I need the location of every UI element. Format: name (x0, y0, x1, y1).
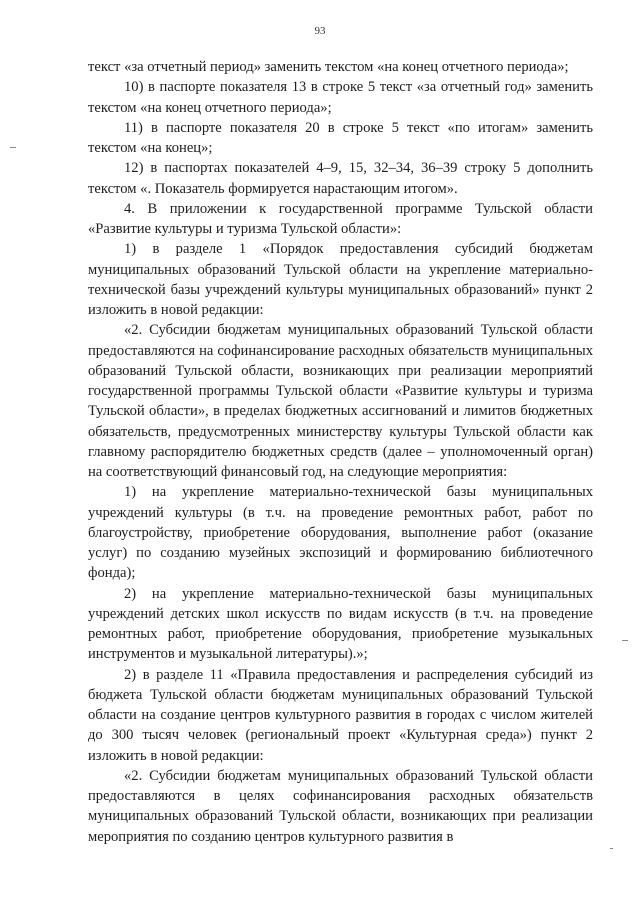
page-number: 93 (314, 25, 326, 37)
paragraph-section-4: 4. В приложении к государственной программе Тульской области «Развитие культуры и туризма Тульской области»: (88, 200, 593, 237)
paragraph-subitem-2: 2) в разделе 11 «Правила предоставления и распределения субсидий из бюджета Тульской области бюджетам муниципальных образований Тульской области на создание центров культурного развития в городах с числом жителей до 300 тысяч человек (региональный проект «Культурная среда») пункт 2 изложить в новой редакции: (88, 666, 593, 764)
scan-margin-mark (10, 147, 16, 148)
paragraph-subitem-1: 1) в разделе 1 «Порядок предоставления субсидий бюджетам муниципальных образований Тульской области на укрепление материально-технической базы учреждений культуры муниципальных образований» пункт 2 изложить в новой редакции: (88, 241, 593, 318)
scan-margin-mark (610, 848, 613, 849)
paragraph-quote-clause-2: «2. Субсидии бюджетам муниципальных образований Тульской области предоставляются на софинансирование расходных обязательств муниципальных образований Тульской области, возникающих при реализации мероприятий государственной программы Тульской области «Развитие культуры и туризма Тульской области», в пределах бюджетных ассигнований и лимитов бюджетных обязательств, предусмотренных министерству культуры Тульской области как главному распорядителю бюджетных средств (далее – уполномоченный орган) на соответствующий финансовый год, на следующие мероприятия: (88, 322, 593, 480)
paragraph-quote-clause-2b: «2. Субсидии бюджетам муниципальных образований Тульской области предоставляются в целях софинансирования расходных обязательств муниципальных образований Тульской области, возникающих при реализации мероприятия по созданию центров культурного развития в (88, 767, 593, 845)
document-body (88, 57, 593, 847)
scan-margin-mark (622, 640, 628, 641)
paragraph-item-12: 12) в паспортах показателей 4–9, 15, 32–34, 36–39 строку 5 дополнить текстом «. Показатель формируется нарастающим итогом». (88, 160, 593, 197)
paragraph-item-11: 11) в паспорте показателя 20 в строке 5 текст «по итогам» заменить текстом «на конец»; (88, 119, 593, 156)
paragraph-item-10: 10) в паспорте показателя 13 в строке 5 текст «за отчетный год» заменить текстом «на конец отчетного периода»; (88, 79, 593, 116)
paragraph-measure-1: 1) на укрепление материально-технической базы муниципальных учреждений культуры (в т.ч. на проведение ремонтных работ, работ по благоустройству, приобретение оборудования, выполнение работ (оказание услуг) по созданию музейных экспозиций и формированию библиотечного фонда); (88, 484, 593, 582)
paragraph-measure-2: 2) на укрепление материально-технической базы муниципальных учреждений детских школ искусств по видам искусств (в т.ч. на проведение ремонтных работ, приобретение оборудования, приобретение музыкальных инструментов и музыкальной литературы).»; (88, 585, 593, 663)
paragraph-continuation: текст «за отчетный период» заменить текстом «на конец отчетного периода»; (88, 59, 569, 75)
